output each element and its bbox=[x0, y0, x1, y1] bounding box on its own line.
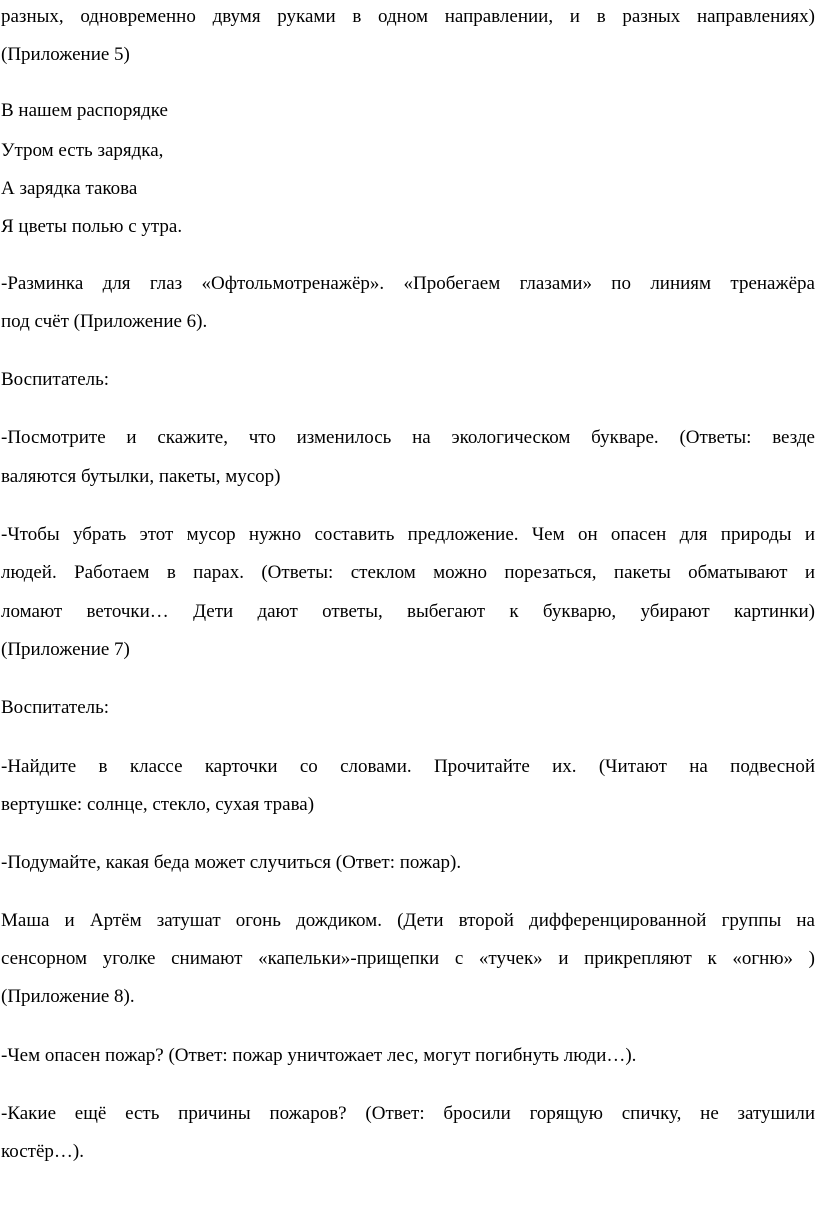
text-line: -Посмотрите и скажите, что изменилось на экологическом букваре. (Ответы: везде bbox=[1, 427, 815, 448]
text-line: -Чтобы убрать этот мусор нужно составить предложение. Чем он опасен для природы и bbox=[1, 524, 815, 545]
speaker-label: Воспитатель: bbox=[1, 369, 110, 390]
poem-line: Утром есть зарядка, bbox=[1, 140, 164, 161]
text-line: людей. Работаем в парах. (Ответы: стеклом можно порезаться, пакеты обматывают и bbox=[1, 562, 815, 583]
text-line: -Чем опасен пожар? (Ответ: пожар уничтожает лес, могут погибнуть люди…). bbox=[1, 1045, 637, 1066]
text-line: костёр…). bbox=[1, 1141, 84, 1162]
text-line: (Приложение 7) bbox=[1, 639, 130, 660]
poem-line: В нашем распорядке bbox=[1, 100, 168, 121]
text-line: под счёт (Приложение 6). bbox=[1, 311, 208, 332]
speaker-label: Воспитатель: bbox=[1, 697, 110, 718]
text-line: сенсорном уголке снимают «капельки»-прищепки с «тучек» и прикрепляют к «огню» ) bbox=[1, 948, 815, 969]
text-line: вертушке: солнце, стекло, сухая трава) bbox=[1, 794, 315, 815]
text-line: разных, одновременно двумя руками в одном направлении, и в разных направлениях) bbox=[1, 6, 815, 27]
text-line: -Подумайте, какая беда может случиться (Ответ: пожар). bbox=[1, 852, 462, 873]
text-line: -Найдите в классе карточки со словами. Прочитайте их. (Читают на подвесной bbox=[1, 756, 815, 777]
text-line: (Приложение 8). bbox=[1, 986, 135, 1007]
text-line: -Какие ещё есть причины пожаров? (Ответ: бросили горящую спичку, не затушили bbox=[1, 1103, 815, 1124]
text-line: Маша и Артём затушат огонь дождиком. (Дети второй дифференцированной группы на bbox=[1, 910, 815, 931]
text-line: -Разминка для глаз «Офтольмотренажёр». «Пробегаем глазами» по линиям тренажёра bbox=[1, 273, 815, 294]
poem-line: Я цветы полью с утра. bbox=[1, 216, 183, 237]
text-line: валяются бутылки, пакеты, мусор) bbox=[1, 466, 281, 487]
text-line: (Приложение 5) bbox=[1, 44, 130, 65]
poem-line: А зарядка такова bbox=[1, 178, 138, 199]
text-line: ломают веточки… Дети дают ответы, выбегают к букварю, убирают картинки) bbox=[1, 601, 815, 622]
